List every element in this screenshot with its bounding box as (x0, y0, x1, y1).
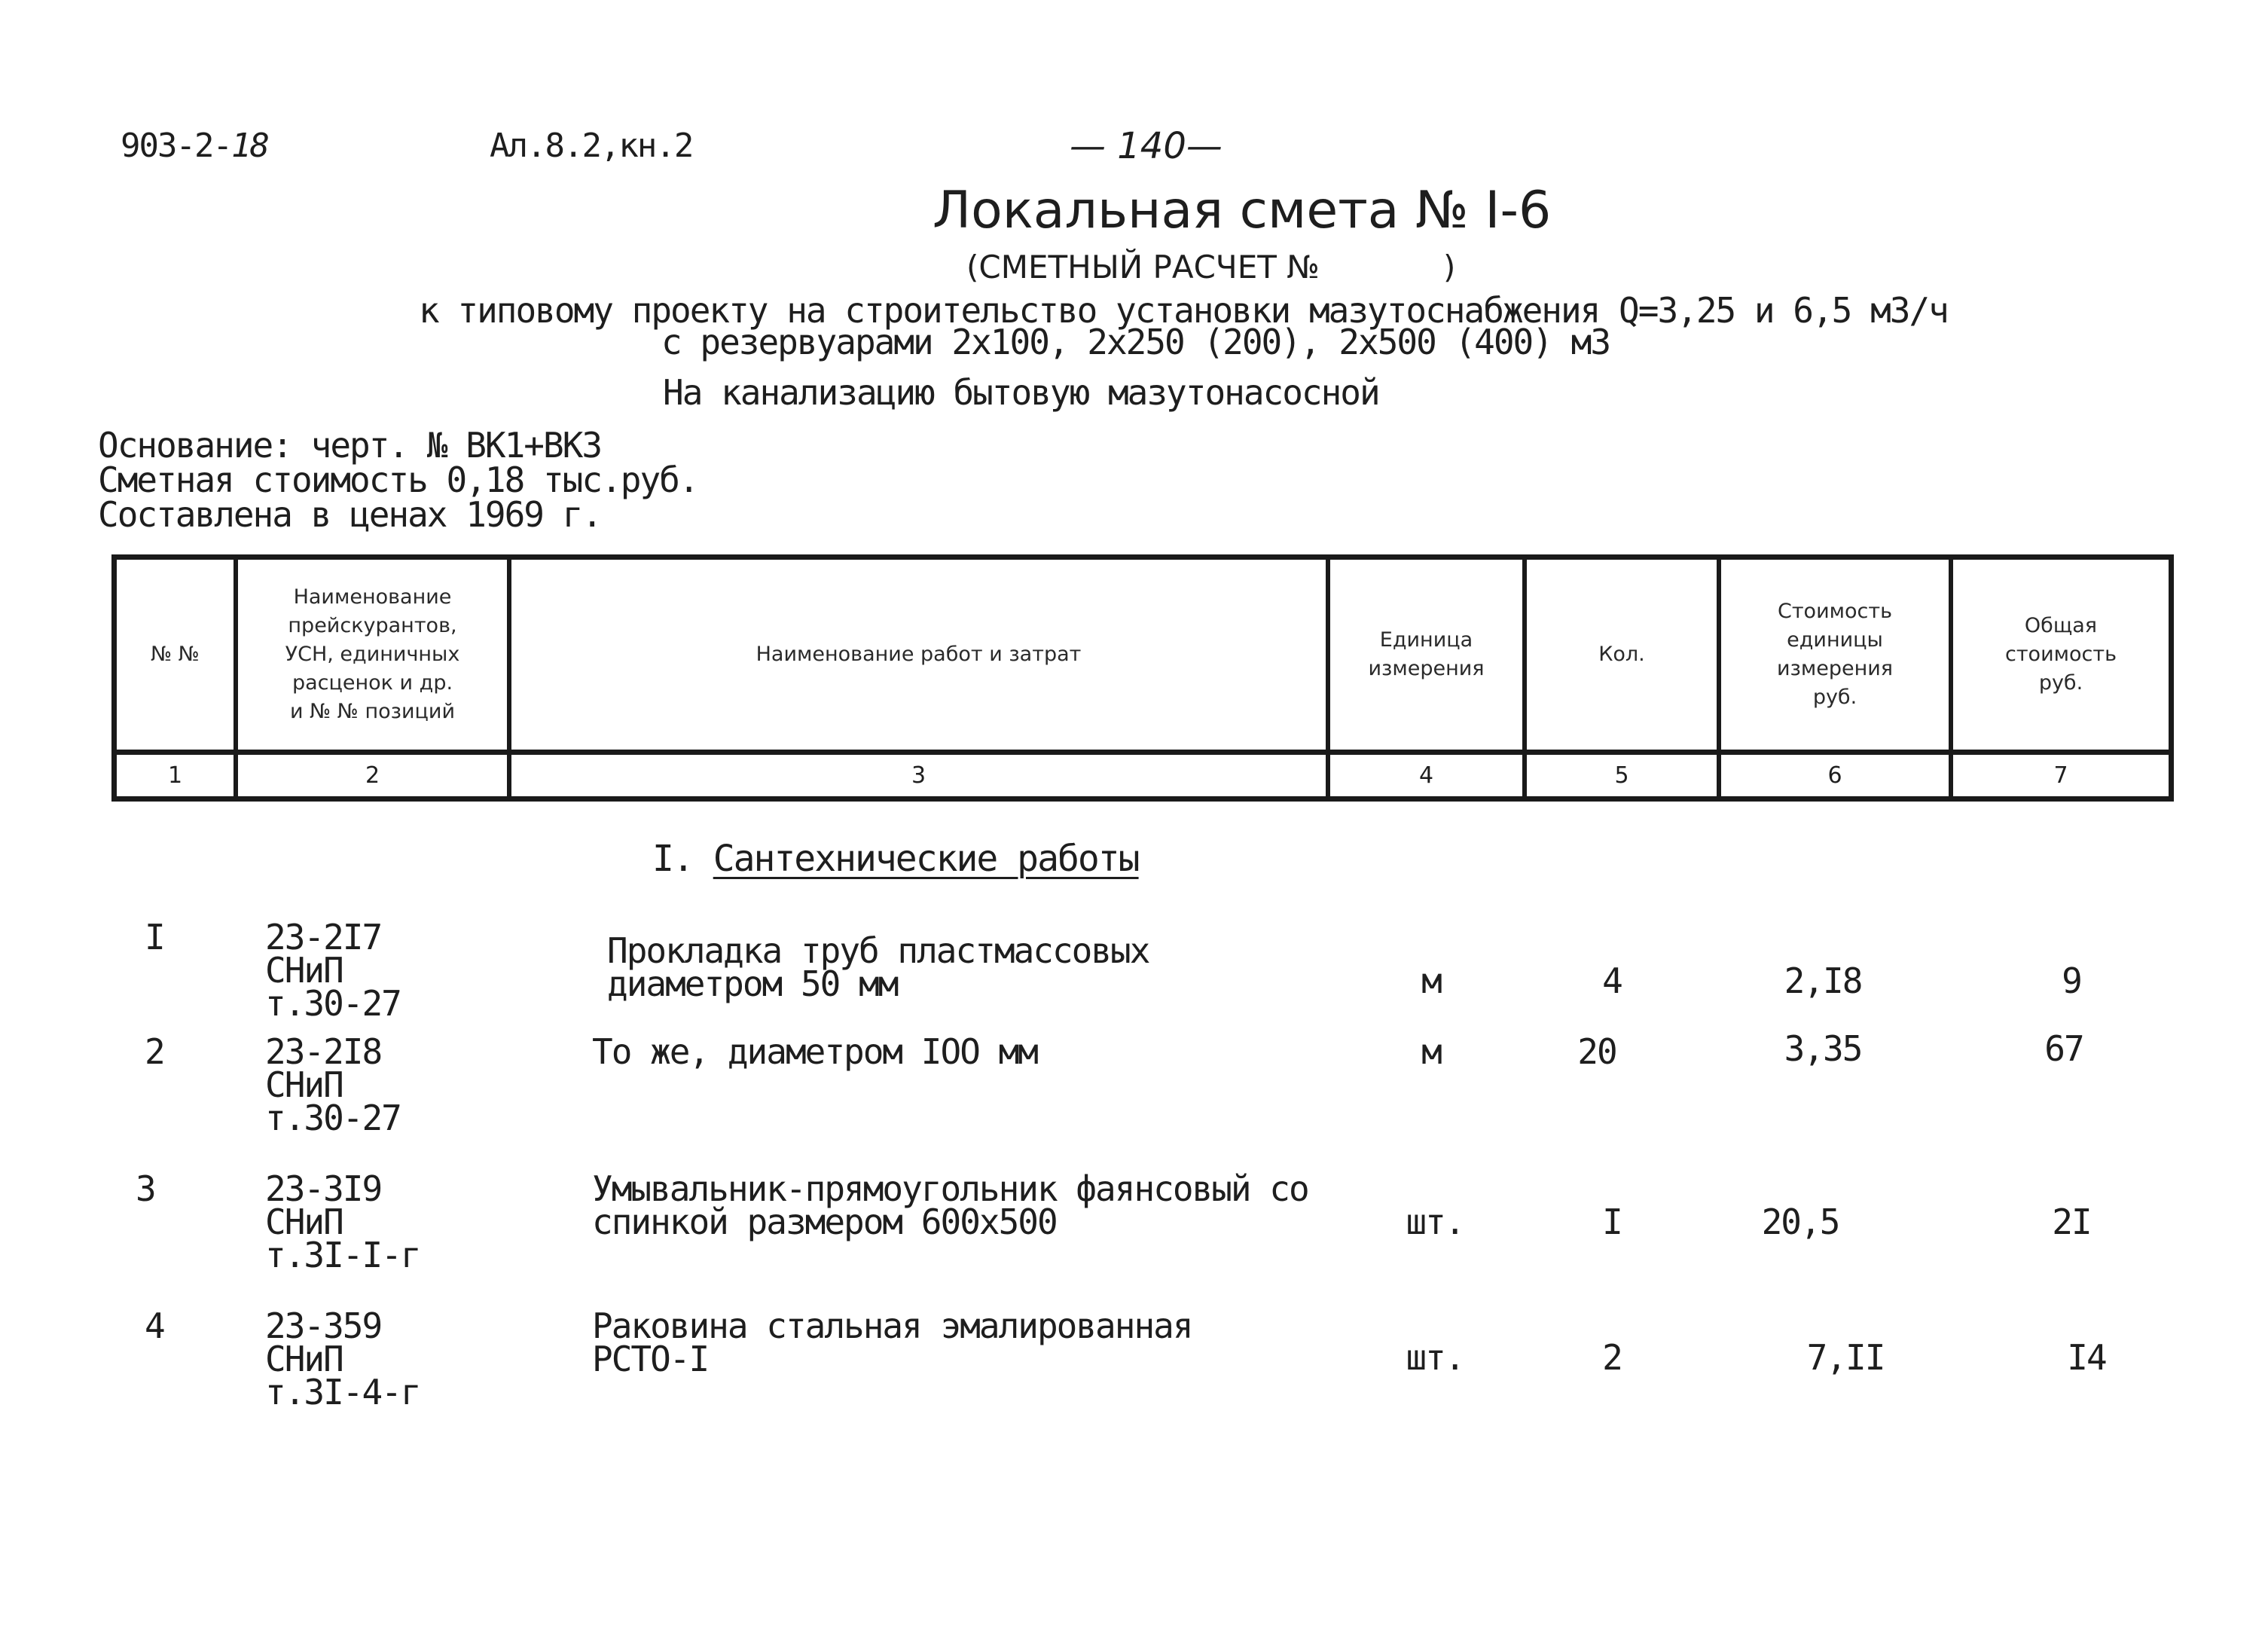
row-3-quantity: I (1602, 1202, 1622, 1242)
row-1-unit: м (1421, 960, 1441, 1001)
document-code-handwritten: 18 (230, 127, 268, 165)
row-2-code-line-3: т.30-27 (265, 1098, 401, 1138)
row-1-code-line-3: т.30-27 (265, 983, 401, 1024)
row-2-name-line-1: То же, диаметром IОО мм (592, 1031, 1037, 1072)
document-subtitle: (СМЕТНЫЙ РАСЧЕТ № (966, 249, 1320, 286)
row-4-unit: шт. (1406, 1337, 1464, 1378)
column-header-total-cost: Общая стоимость руб. (2004, 614, 2117, 695)
column-header-unit: Единица измерения (1368, 628, 1485, 680)
row-4-code-line-2: СНиП (265, 1339, 343, 1379)
estimate-table-header (111, 554, 2174, 802)
column-number-5: 5 (1614, 762, 1629, 789)
estimate-subject: На канализацию бытовую мазутонасосной (663, 372, 1379, 413)
row-3-unit-cost: 20,5 (1761, 1202, 1839, 1242)
row-1-code-line-2: СНиП (265, 950, 343, 991)
project-description-line-2: с резервуарами 2х100, 2х250 (200), 2х500 (400) м3 (661, 322, 1610, 362)
row-2-quantity: 20 (1577, 1031, 1616, 1072)
row-2-total: 67 (2044, 1028, 2083, 1069)
column-number-4: 4 (1418, 762, 1434, 789)
document-subtitle-close: ) (1443, 249, 1456, 286)
document-code: 903-2-18 (121, 127, 268, 165)
row-3-code-line-3: т.3I-I-г (265, 1235, 420, 1275)
column-header-quantity: Кол. (1598, 643, 1645, 666)
row-2-number: 2 (145, 1031, 164, 1072)
column-header-unit-cost: Стоимость единицы измерения руб. (1776, 600, 1894, 709)
row-3-total: 2I (2052, 1202, 2091, 1242)
column-header-pricelist: Наименование прейскурантов, УСН, единичных расценок и др. и № № позиций (285, 585, 460, 723)
section-title: I. Сантехнические работы (652, 838, 1139, 880)
row-2-unit-cost: 3,35 (1784, 1028, 1862, 1069)
row-4-code-line-1: 23-359 (265, 1306, 382, 1346)
row-3-name-line-1: Умывальник-прямоугольник фаянсовый со (592, 1168, 1308, 1209)
column-number-3: 3 (911, 762, 926, 789)
row-1-name-line-2: диаметром 50 мм (607, 963, 898, 1004)
basis-line: Основание: черт. № ВК1+ВК3 (98, 425, 602, 466)
project-description-line-1: к типовому проекту на строительство установки мазутоснабжения Q=3,25 и 6,5 м3/ч (419, 290, 1948, 331)
row-2-code-line-2: СНиП (265, 1064, 343, 1105)
row-4-number: 4 (145, 1306, 164, 1346)
row-1-number: I (145, 917, 164, 957)
row-3-unit: шт. (1406, 1202, 1464, 1242)
row-1-total: 9 (2062, 960, 2081, 1001)
row-2-unit: м (1421, 1031, 1441, 1072)
page-number: — 140— (1070, 125, 1223, 167)
row-3-name-line-2: спинкой размером 600х500 (592, 1202, 1057, 1242)
prices-year-line: Составлена в ценах 1969 г. (98, 494, 602, 535)
row-4-code-line-3: т.3I-4-г (265, 1372, 420, 1412)
column-number-2: 2 (365, 762, 380, 789)
row-1-quantity: 4 (1602, 960, 1622, 1001)
column-number-1: 1 (167, 762, 183, 789)
row-3-number: 3 (136, 1168, 155, 1209)
column-header-work-name: Наименование работ и затрат (755, 643, 1082, 666)
row-4-unit-cost: 7,II (1806, 1337, 1885, 1378)
row-4-quantity: 2 (1602, 1337, 1622, 1378)
row-4-name-line-2: РСТО-I (592, 1339, 709, 1379)
estimated-cost-line: Сметная стоимость 0,18 тыс.руб. (98, 460, 698, 500)
row-3-code-line-1: 23-3I9 (265, 1168, 382, 1209)
row-1-code-line-1: 23-2I7 (265, 917, 382, 957)
row-1-unit-cost: 2,I8 (1784, 960, 1862, 1001)
album-reference: Ал.8.2,кн.2 (490, 127, 693, 165)
row-4-name-line-1: Раковина стальная эмалированная (592, 1306, 1192, 1346)
row-4-total: I4 (2067, 1337, 2106, 1378)
column-number-7: 7 (2053, 762, 2068, 789)
document-title: Локальная смета № I-6 (933, 181, 1552, 240)
row-3-code-line-2: СНиП (265, 1202, 343, 1242)
row-1-name-line-1: Прокладка труб пластмассовых (607, 930, 1149, 971)
column-header-number: № № (151, 643, 200, 666)
row-2-code-line-1: 23-2I8 (265, 1031, 382, 1072)
column-number-6: 6 (1827, 762, 1842, 789)
